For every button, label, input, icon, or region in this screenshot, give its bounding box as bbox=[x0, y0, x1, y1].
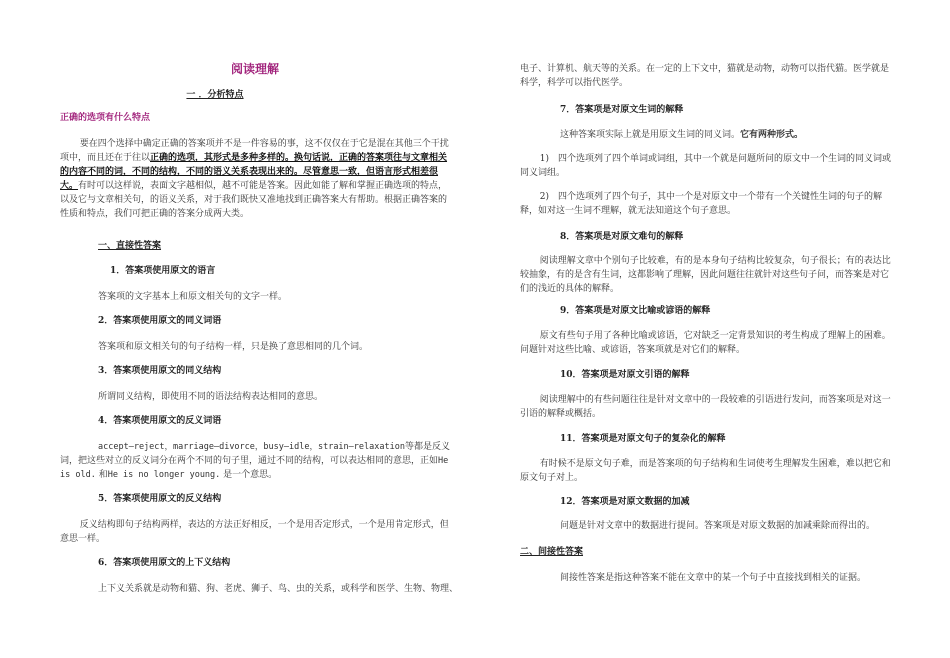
item7-heading: 7．答案项是对原文生词的解释 bbox=[560, 105, 684, 115]
section2-paragraph: 间接性答案是指这种答案不能在文章中的某一个句子中直接找到相关的证据。 bbox=[560, 573, 867, 583]
item4-heading: 4．答案项使用原文的反义词语 bbox=[98, 416, 222, 426]
page-title: 阅读理解 bbox=[230, 62, 279, 76]
pink-heading: 正确的选项有什么特点 bbox=[60, 113, 151, 123]
item7-bold-text: 它有两种形式。 bbox=[740, 130, 804, 140]
item1-heading: 1．答案项使用原文的语言 bbox=[110, 266, 216, 276]
item6-paragraph: 上下义关系就是动物和猫、狗、老虎、狮子、鸟、虫的关系，或科学和医学、生物、物理、 bbox=[98, 584, 459, 594]
intro-underlined-text: 正确的选项，其形式是多种多样的。换句话说，正确的答案项往与文章相关的内容不同的词，不同的结构，不同的语义关系表现出来的。尽管意思一致，但语言形式相差很大。 bbox=[60, 153, 448, 191]
item11-heading: 11．答案项是对原文句子的复杂化的解释 bbox=[560, 434, 726, 444]
item7-paragraph bbox=[560, 128, 932, 142]
item12-heading: 12．答案项是对原文数据的加减 bbox=[560, 497, 690, 507]
intro-text-a: 要在四个选择中确定正确的答案项并不是一件容易的事，这不仅仅在于它是混在其他三个干扰项中，而且还在于往以 bbox=[60, 139, 449, 163]
item10-paragraph: 阅读理解中的有些问题往往是针对文章中的一段较难的引语进行发问，而答案项是对这一引语的解释或概括。 bbox=[520, 395, 891, 419]
item11-paragraph: 有时候不是原文句子难，而是答案项的句子结构和生词使考生理解发生困难，难以把它和原文句子对上。 bbox=[520, 459, 891, 483]
intro-paragraph bbox=[60, 137, 450, 221]
item7-text: 这种答案项实际上就是用原文生词的同义词。 bbox=[560, 130, 741, 140]
section-direct-answers: 一、直接性答案 bbox=[98, 241, 162, 251]
intro-text-b: 有时可以这样说，表面文字越相似，越不可能是答案。因此如能了解和掌握正确选项的特点，以及它与文章相关句，的语义关系，对于我们既快又准地找到正确答案大有帮助。根据正确答案的性质和特点，我们可把正确的答案分成两大类。 bbox=[60, 181, 448, 219]
item9-heading: 9．答案项是对原文比喻或谚语的解释 bbox=[560, 306, 711, 316]
section-subtitle: 一 ．分析特点 bbox=[186, 90, 244, 100]
item8-heading: 8．答案项是对原文难句的解释 bbox=[560, 232, 684, 242]
item7-subpoint-2: 2) 四个选项列了四个句子，其中一个是对原文中一个带有一个关键性生词的句子的解释，如对这一生词不理解，就无法知道这个句子意思。 bbox=[520, 192, 883, 216]
item4-ending: 是一个意思。 bbox=[220, 470, 278, 480]
item6-heading: 6．答案项使用原文的上下义结构 bbox=[98, 558, 231, 568]
item4-example-1: He is old. bbox=[60, 456, 449, 480]
item7-subpoint-1: 1) 四个选项列了四个单词或词组，其中一个就是问题所问的原文中一个生词的同义词或同义词组。 bbox=[520, 154, 892, 178]
item2-paragraph: 答案项和原文相关句的句子结构一样，只是换了意思相同的几个词。 bbox=[98, 342, 369, 352]
item2-heading: 2．答案项使用原文的同义词语 bbox=[98, 316, 222, 326]
item8-paragraph: 阅读理解文章中个别句子比较难，有的是本身句子结构比较复杂，句子很长；有的表达比较抽象，有的是含有生词，这都影响了理解，因此问题往往就针对这些句子问，而答案是对它们的浅近的具体的解释。 bbox=[520, 256, 891, 294]
item3-paragraph: 所谓同义结构，即使用不同的语法结构表达相同的意思。 bbox=[98, 392, 324, 402]
item3-heading: 3．答案项使用原文的同义结构 bbox=[98, 366, 222, 376]
item4-and: 和 bbox=[95, 470, 108, 480]
continued-paragraph: 电子、计算机、航天等的关系。在一定的上下文中，猫就是动物，动物可以指代猫。医学就是科学，科学可以指代医学。 bbox=[520, 64, 890, 88]
item10-heading: 10．答案项是对原文引语的解释 bbox=[560, 370, 690, 380]
item1-paragraph: 答案项的文字基本上和原文相关句的文字一样。 bbox=[98, 292, 288, 302]
item4-text: 等都是反义词，把这些对立的反义词分在两个不同的句子里，通过不同的结构，可以表达相同的意思，正如 bbox=[60, 442, 450, 466]
item9-paragraph: 原文有些句子用了各种比喻或谚语，它对缺乏一定背景知识的考生构成了理解上的困难。问题针对这些比喻、或谚语，答案项就是对它们的解释。 bbox=[520, 331, 891, 355]
item4-antonym-list: accept—reject，marriage—divorce，busy—idle，strain—relaxation bbox=[98, 442, 405, 452]
section-indirect-answers: 二、间接性答案 bbox=[520, 547, 584, 557]
item4-example-2: He is no longer young. bbox=[107, 470, 221, 480]
item5-paragraph: 反义结构即句子结构两样，表达的方法正好相反，一个是用否定形式，一个是用肯定形式，但意思一样。 bbox=[60, 520, 449, 544]
item5-heading: 5．答案项使用原文的反义结构 bbox=[98, 494, 222, 504]
item4-paragraph bbox=[60, 440, 450, 482]
item12-paragraph: 问题是针对文章中的数据进行提问。答案项是对原文数据的加减乘除而得出的。 bbox=[560, 521, 876, 531]
